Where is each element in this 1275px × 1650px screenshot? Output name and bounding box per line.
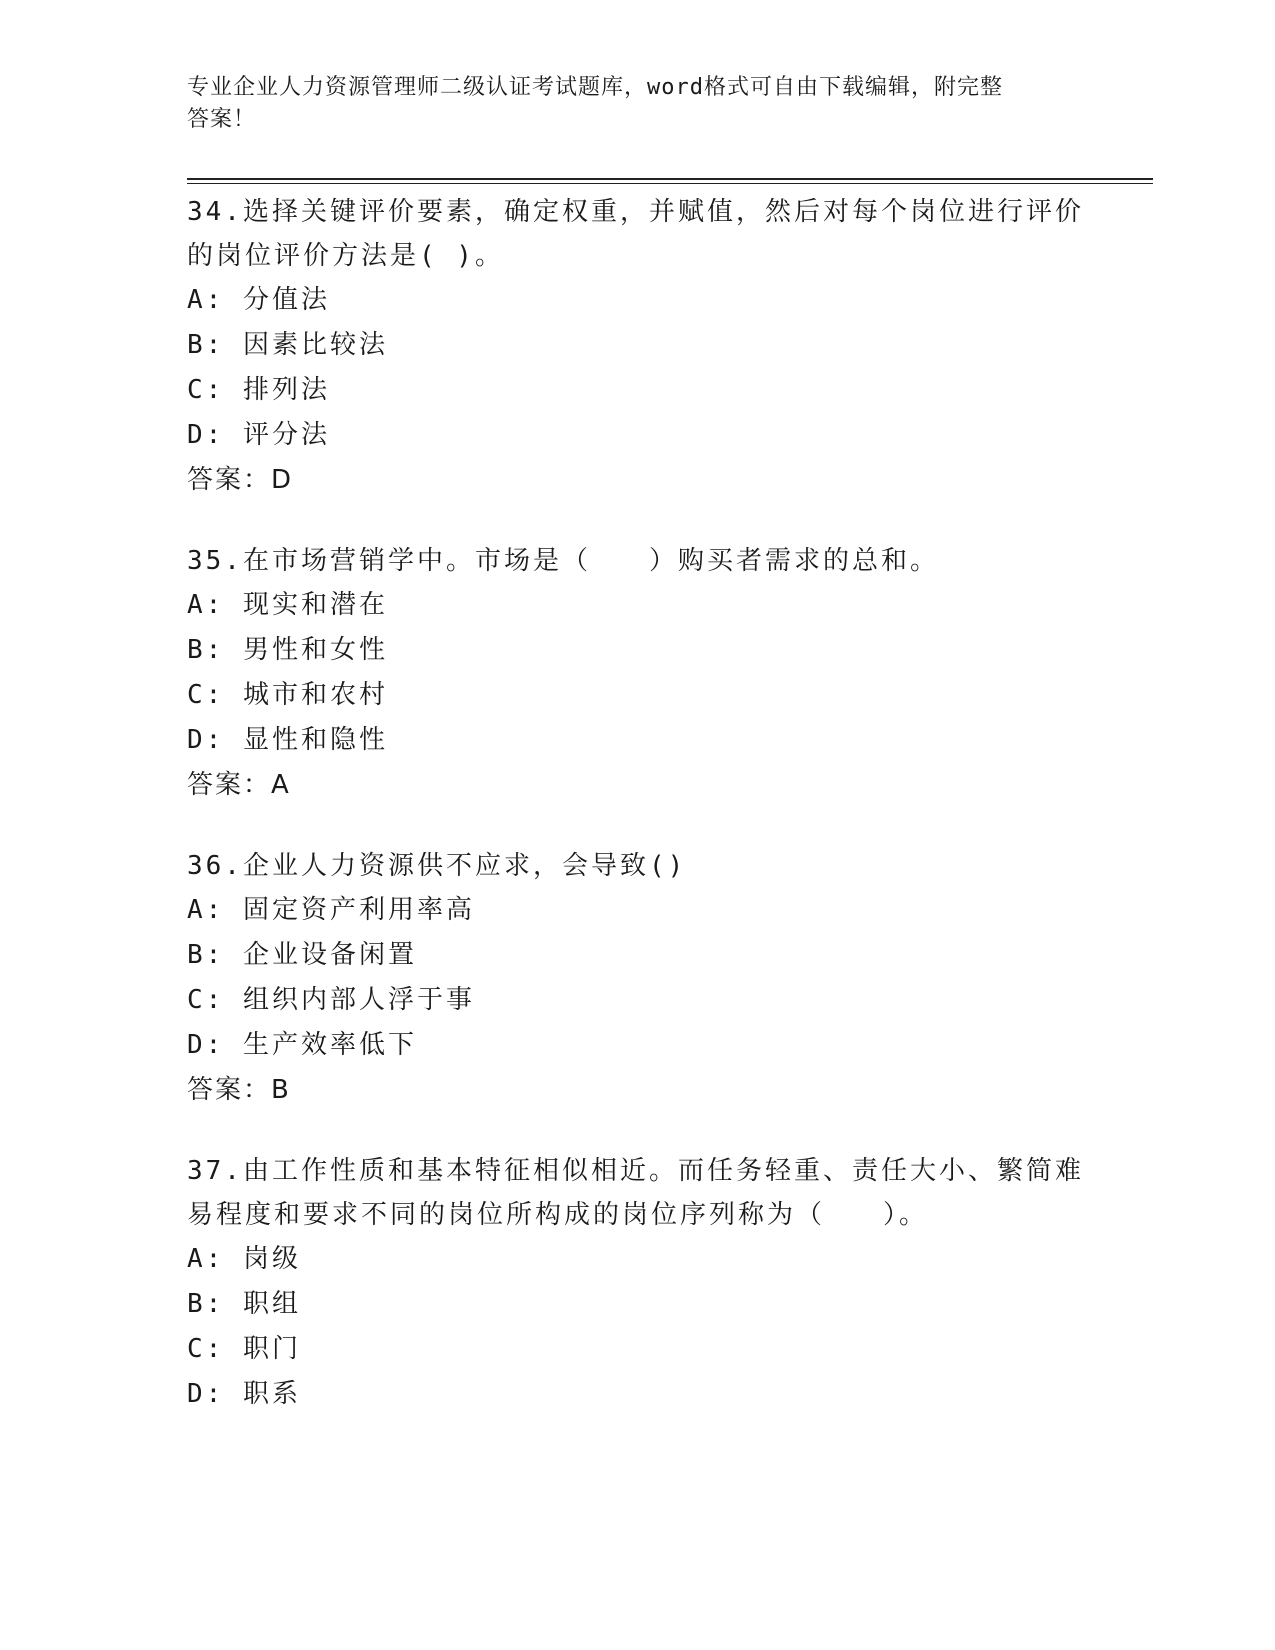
option-d: D: 生产效率低下 [187,1030,417,1060]
answer-line: 答案：D [187,465,294,495]
option-b: B: 因素比较法 [187,330,388,360]
option-a: A: 岗级 [187,1244,301,1274]
header-line-2: 答案！ [187,107,257,132]
option-c: C: 组织内部人浮于事 [187,985,475,1015]
option-b: B: 职组 [187,1289,301,1319]
header-line-1: 专业企业人力资源管理师二级认证考试题库，word格式可自由下载编辑，附完整 [187,75,1003,100]
question-stem-continued: 易程度和要求不同的岗位所构成的岗位序列称为（ ）。 [187,1200,929,1230]
option-b: B: 企业设备闲置 [187,940,417,970]
option-b: B: 男性和女性 [187,635,388,665]
question-34 [187,190,1087,503]
option-d: D: 评分法 [187,420,330,450]
option-d: D: 显性和隐性 [187,725,388,755]
header-divider-thick [187,178,1153,180]
question-list [187,190,1087,1453]
header-divider-thin [187,183,1153,184]
answer-line: 答案：A [187,770,291,800]
question-35 [187,539,1087,808]
option-a: A: 分值法 [187,285,330,315]
document-header [187,72,1067,136]
option-c: C: 城市和农村 [187,680,388,710]
option-d: D: 职系 [187,1379,301,1409]
question-stem: 35.在市场营销学中。市场是（ ）购买者需求的总和。 [187,546,939,576]
option-c: C: 职门 [187,1334,301,1364]
question-36 [187,844,1087,1113]
answer-line: 答案：B [187,1075,291,1105]
question-stem: 36.企业人力资源供不应求，会导致() [187,851,687,881]
question-stem: 34.选择关键评价要素，确定权重，并赋值，然后对每个岗位进行评价 [187,197,1084,227]
question-37 [187,1149,1087,1417]
question-stem-continued: 的岗位评价方法是( )。 [187,241,504,271]
question-stem: 37.由工作性质和基本特征相似相近。而任务轻重、责任大小、繁简难 [187,1156,1084,1186]
option-a: A: 固定资产利用率高 [187,895,475,925]
option-c: C: 排列法 [187,375,330,405]
option-a: A: 现实和潜在 [187,590,388,620]
